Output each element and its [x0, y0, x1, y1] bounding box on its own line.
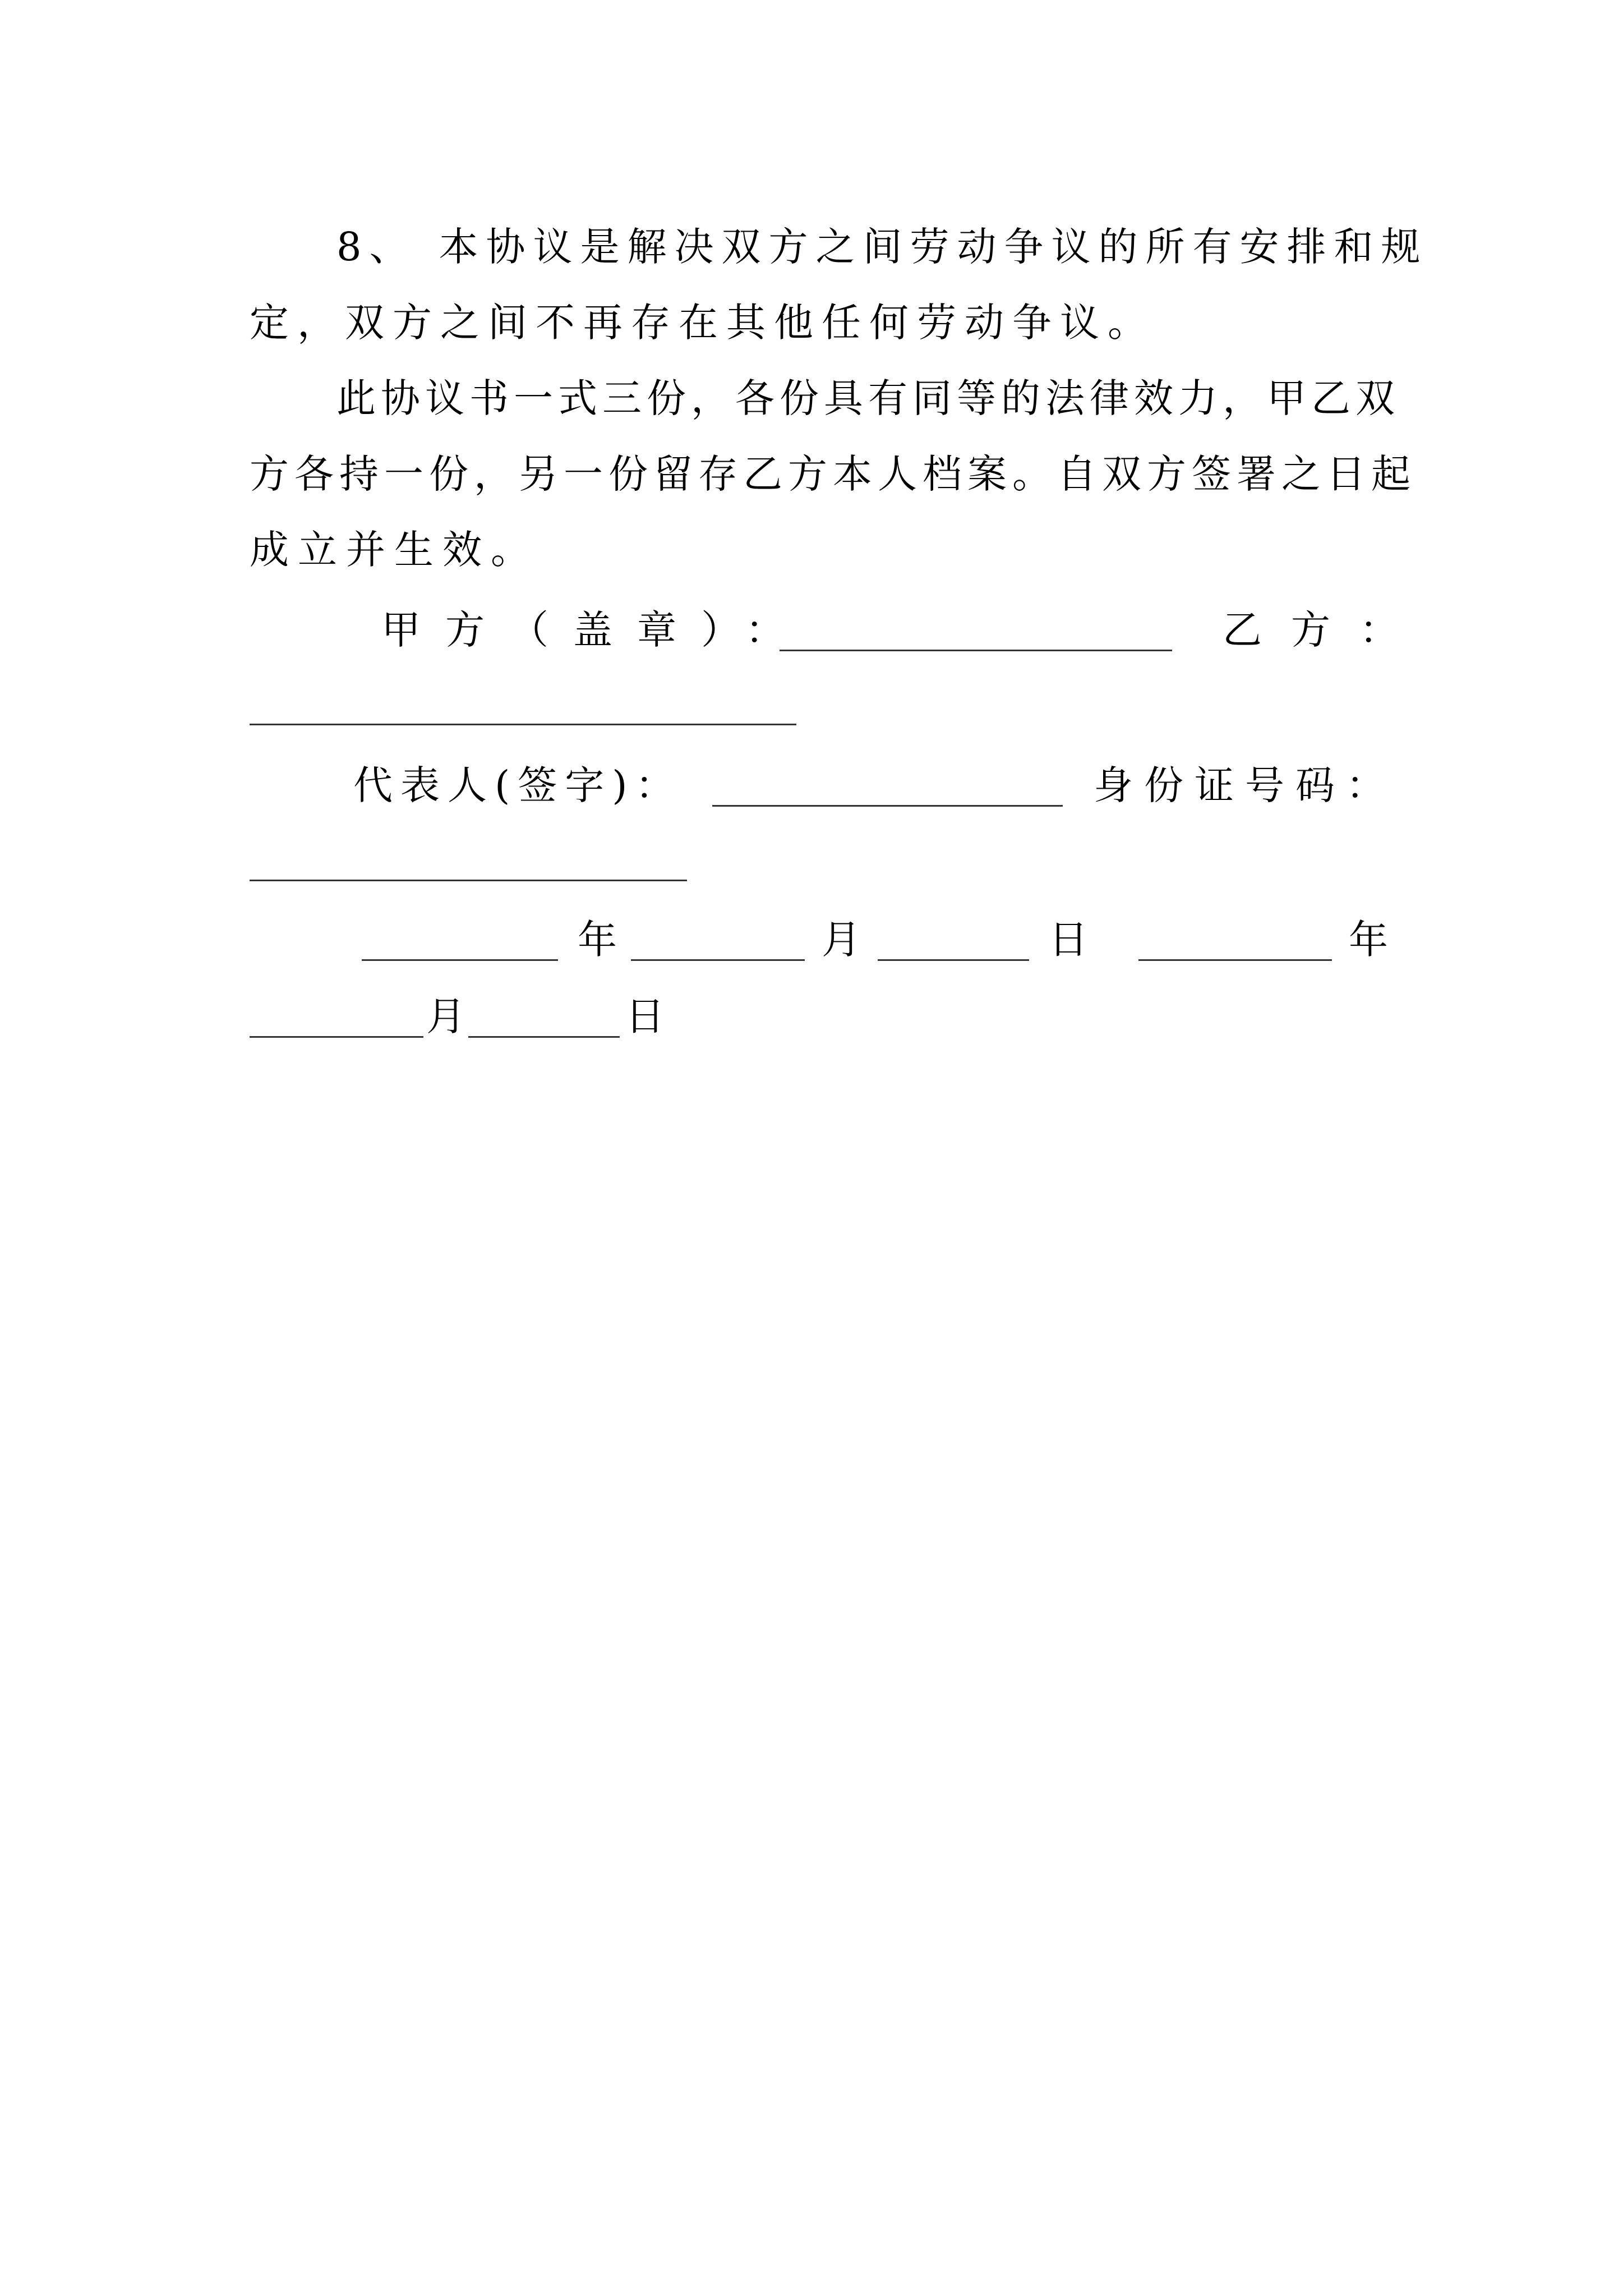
party-b-label: 乙方： — [1223, 607, 1428, 653]
party-b-month-label: 月 — [426, 993, 482, 1039]
id-number-field[interactable] — [250, 880, 687, 881]
party-b-day-label: 日 — [625, 993, 681, 1039]
party-b-month-field[interactable] — [250, 1036, 423, 1038]
id-number-label: 身份证号码： — [1094, 762, 1396, 808]
copies-clause-line-3: 成立并生效。 — [250, 527, 539, 573]
party-b-year-label: 年 — [1349, 917, 1405, 963]
copies-clause-line-1: 此协议书一式三份，各份具有同等的法律效力，甲乙双 — [336, 375, 1400, 421]
party-a-seal-field[interactable] — [780, 650, 1172, 651]
party-a-year-field[interactable] — [362, 959, 558, 961]
clause-8-line-2: 定，双方之间不再存在其他任何劳动争议。 — [250, 300, 1155, 346]
clause-8-text-1: 本协议是解决双方之间劳动争议的所有安排和规 — [439, 224, 1428, 270]
party-a-day-field[interactable] — [878, 959, 1029, 961]
party-a-month-field[interactable] — [631, 959, 805, 961]
clause-8-number: 8、 — [336, 224, 417, 270]
party-a-label: 甲方（盖章）： — [381, 607, 809, 653]
representative-label: 代表人(签字)： — [353, 762, 683, 808]
party-a-year-label: 年 — [578, 917, 634, 963]
party-b-year-field[interactable] — [1138, 959, 1332, 961]
copies-clause-line-2: 方各持一份，另一份留存乙方本人档案。自双方签署之日起 — [250, 451, 1416, 497]
party-a-month-label: 月 — [822, 917, 878, 963]
representative-signature-field[interactable] — [712, 805, 1063, 807]
party-a-day-label: 日 — [1049, 917, 1105, 963]
party-b-signature-field[interactable] — [250, 724, 796, 725]
clause-8-line-1 — [336, 222, 1428, 272]
party-b-day-field[interactable] — [468, 1036, 620, 1038]
